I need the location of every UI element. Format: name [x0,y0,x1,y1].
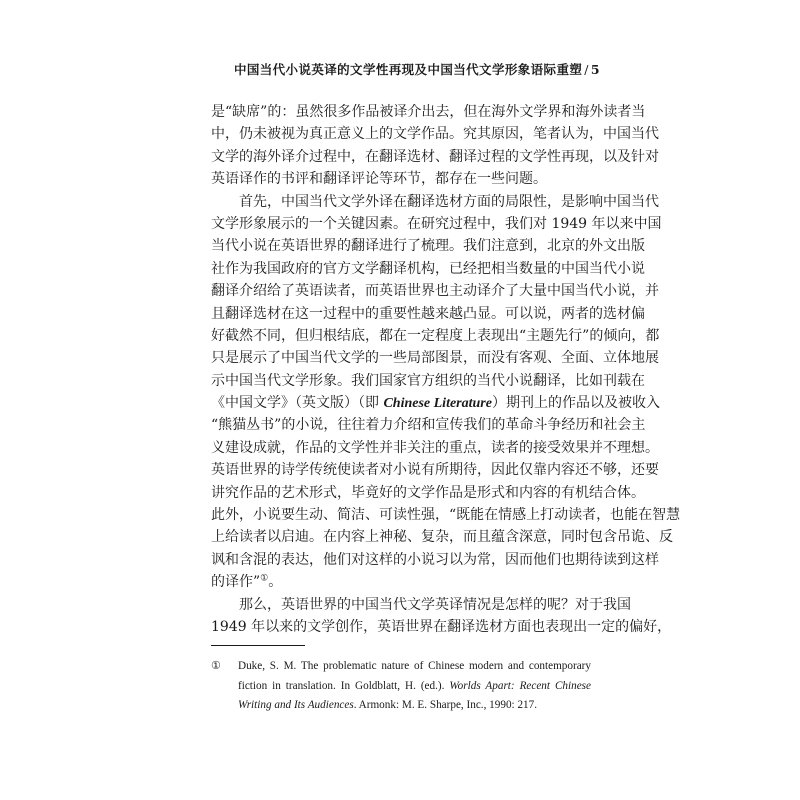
book-title-part: Writing and Its Audiences [238,699,354,711]
footnote-ref[interactable]: ① [260,573,269,584]
running-head [210,60,600,78]
body-line: 是“缺席”的：虽然很多作品被译介出去，但在海外文学界和海外读者当 [211,104,646,120]
body-line: 此外，小说要生动、简洁、可读性强，“既能在情感上打动读者，也能在智慧 [211,507,681,524]
body-line: 讲究作品的艺术形式，毕竟好的文学作品是形式和内容的有机结合体。 [211,484,645,501]
body-line: 那么，英语世界的中国当代文学英译情况是怎样的呢？对于我国 [239,596,631,613]
body-line: 文学的海外译介过程中，在翻译选材、翻译过程的文学性再现，以及针对 [211,148,659,165]
body-line-tail: ）期刊上的作品以及被收入 [491,395,660,412]
body-line: 英语译作的书评和翻译评论等环节，都存在一些问题。 [211,171,547,188]
body-line-start: 《中国文学》（英文版）（即 [211,395,384,412]
body-line: 首先，中国当代文学外译在翻译选材方面的局限性，是影响中国当代 [239,193,659,210]
book-title-part: Worlds Apart: Recent Chinese [449,679,591,692]
header-separator: / [584,62,589,77]
footnote-line: Duke, S. M. The problematic nature of Chinese modern and contemporary [238,660,591,672]
footnote-text: . Armonk: M. E. Sharpe, Inc., 1990: 217. [353,699,538,711]
body-line: 讽和含混的表达，他们对这样的小说习以为常，因而他们也期待读到这样 [211,551,659,568]
body-line: 当代小说在英语世界的翻译进行了梳理。我们注意到，北京的外文出版 [211,238,645,255]
body-line: 社作为我国政府的官方文学翻译机构，已经把相当数量的中国当代小说 [211,260,645,277]
body-line: 好截然不同，但归根结底，都在一定程度上表现出“主题先行”的倾向，都 [211,327,660,344]
footnote-line [238,677,591,697]
footnote-line [238,696,591,716]
journal-title: Chinese Literature [383,396,492,412]
footnote-body [238,657,591,716]
page-number: 5 [590,62,600,77]
body-line: 翻译介绍给了英语读者，而英语世界也主动译介了大量中国当代小说，并 [211,283,659,300]
footnote-divider [211,645,305,646]
body-line: 上给读者以启迪。在内容上神秘、复杂，而且蕴含深意，同时包含吊诡、反 [211,529,673,546]
body-line-with-italic [211,392,660,414]
body-line: 文学形象展示的一个关键因素。在研究过程中，我们对 1949 年以来中国 [211,215,662,232]
body-line: 示中国当代文学形象。我们国家官方组织的当代小说翻译，比如刊载在 [211,372,645,389]
body-line: 1949 年以来的文学创作，英语世界在翻译选材方面也表现出一定的偏好， [211,618,672,635]
body-line: 且翻译选材在这一过程中的重要性越来越凸显。可以说，两者的选材偏 [211,305,645,322]
body-line-start: 的译作” [211,574,261,591]
footnote-text: fiction in translation. In Goldblatt, H. (ed.). [238,679,450,692]
body-line: 中，仍未被视为真正意义上的文学作品。究其原因，笔者认为，中国当代 [211,126,659,143]
body-line: 义建设成就，作品的文学性并非关注的重点，读者的接受效果并不理想。 [211,439,659,456]
body-line: 只是展示了中国当代文学的一些局部图景，而没有客观、全面、立体地展 [211,350,659,367]
running-title: 中国当代小说英译的文学性再现及中国当代文学形象语际重塑 [233,62,583,77]
footnote [211,657,591,716]
body-line-with-footnote-ref [211,571,591,593]
body-line: “熊猫丛书”的小说，往往着力介绍和宣传我们的革命斗争经历和社会主 [211,417,646,434]
body-line: 英语世界的诗学传统使读者对小说有所期待，因此仅靠内容还不够，还要 [211,462,659,479]
body-line-end: 。 [268,574,283,591]
footnote-mark: ① [211,660,222,672]
body-text [211,101,681,638]
